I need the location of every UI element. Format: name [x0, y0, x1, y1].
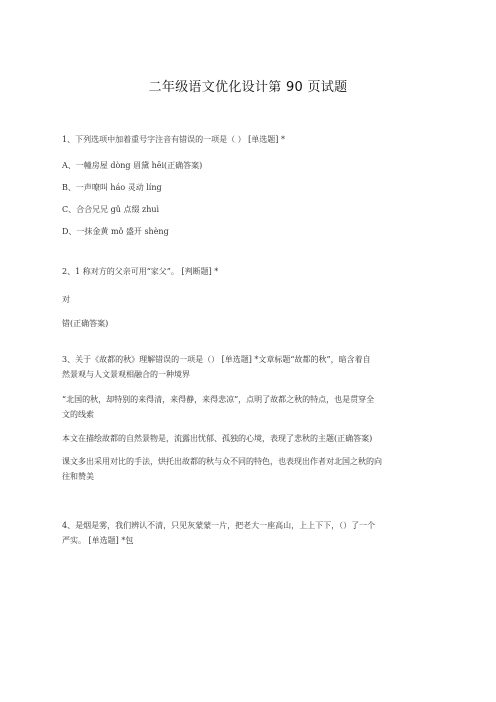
question-2-stem: 2、1 称对方的父亲可用“家父”。 [判断题] * — [62, 267, 219, 276]
question-1-option-d[interactable]: D、一抹金黄 mǒ 盛开 shèng — [62, 227, 169, 236]
question-1-option-b[interactable]: B、一声嘹叫 háo 灵动 líng — [62, 183, 162, 192]
question-4-stem-line-1: 4、是烟是雾，我们辨认不清，只见灰蒙蒙一片，把老大一座高山，上上下下，（）了一个 — [62, 521, 376, 530]
question-3-option-d-line-2[interactable]: 往和赞美 — [62, 472, 94, 481]
question-3-option-b-line-1[interactable]: “北国的秋，却特别的来得清，来得静，来得悲凉”，点明了故都之秋的特点，也是贯穿全 — [62, 395, 375, 404]
question-3-option-c[interactable]: 本文在描绘故都的自然景物是，流露出忧郁、孤独的心境，表现了悲秋的主题(正确答案) — [62, 434, 373, 443]
question-1-option-a[interactable]: A、一幢房屋 dòng 眉黛 hēi(正确答案) — [62, 161, 203, 170]
question-2-option-false[interactable]: 错(正确答案) — [62, 319, 109, 328]
question-3-stem-line-1: 3、关于《故都的秋》理解错误的一项是（） [单选题] *文章标题“故都的秋”，暗含着自 — [62, 355, 371, 364]
question-1-option-c[interactable]: C、合合兄兄 gǔ 点缀 zhuì — [62, 205, 160, 214]
question-3-stem-line-2: 然景观与人文景观相融合的一种境界 — [62, 370, 190, 379]
question-1-stem: 1、下列选项中加着重号字注音有错误的一项是（ ） [单选题] * — [62, 135, 285, 144]
question-3-option-d-line-1[interactable]: 课文多出采用对比的手法，烘托出故都的秋与众不同的特色，也表现出作者对北国之秋的向 — [62, 457, 382, 466]
question-3-option-b-line-2[interactable]: 文的线索 — [62, 410, 94, 419]
question-4-stem-line-2: 严实。 [单选题] *包 — [62, 536, 134, 545]
page-title: 二年级语文优化设计第 90 页试题 — [148, 80, 348, 95]
question-2-option-true[interactable]: 对 — [62, 295, 70, 304]
